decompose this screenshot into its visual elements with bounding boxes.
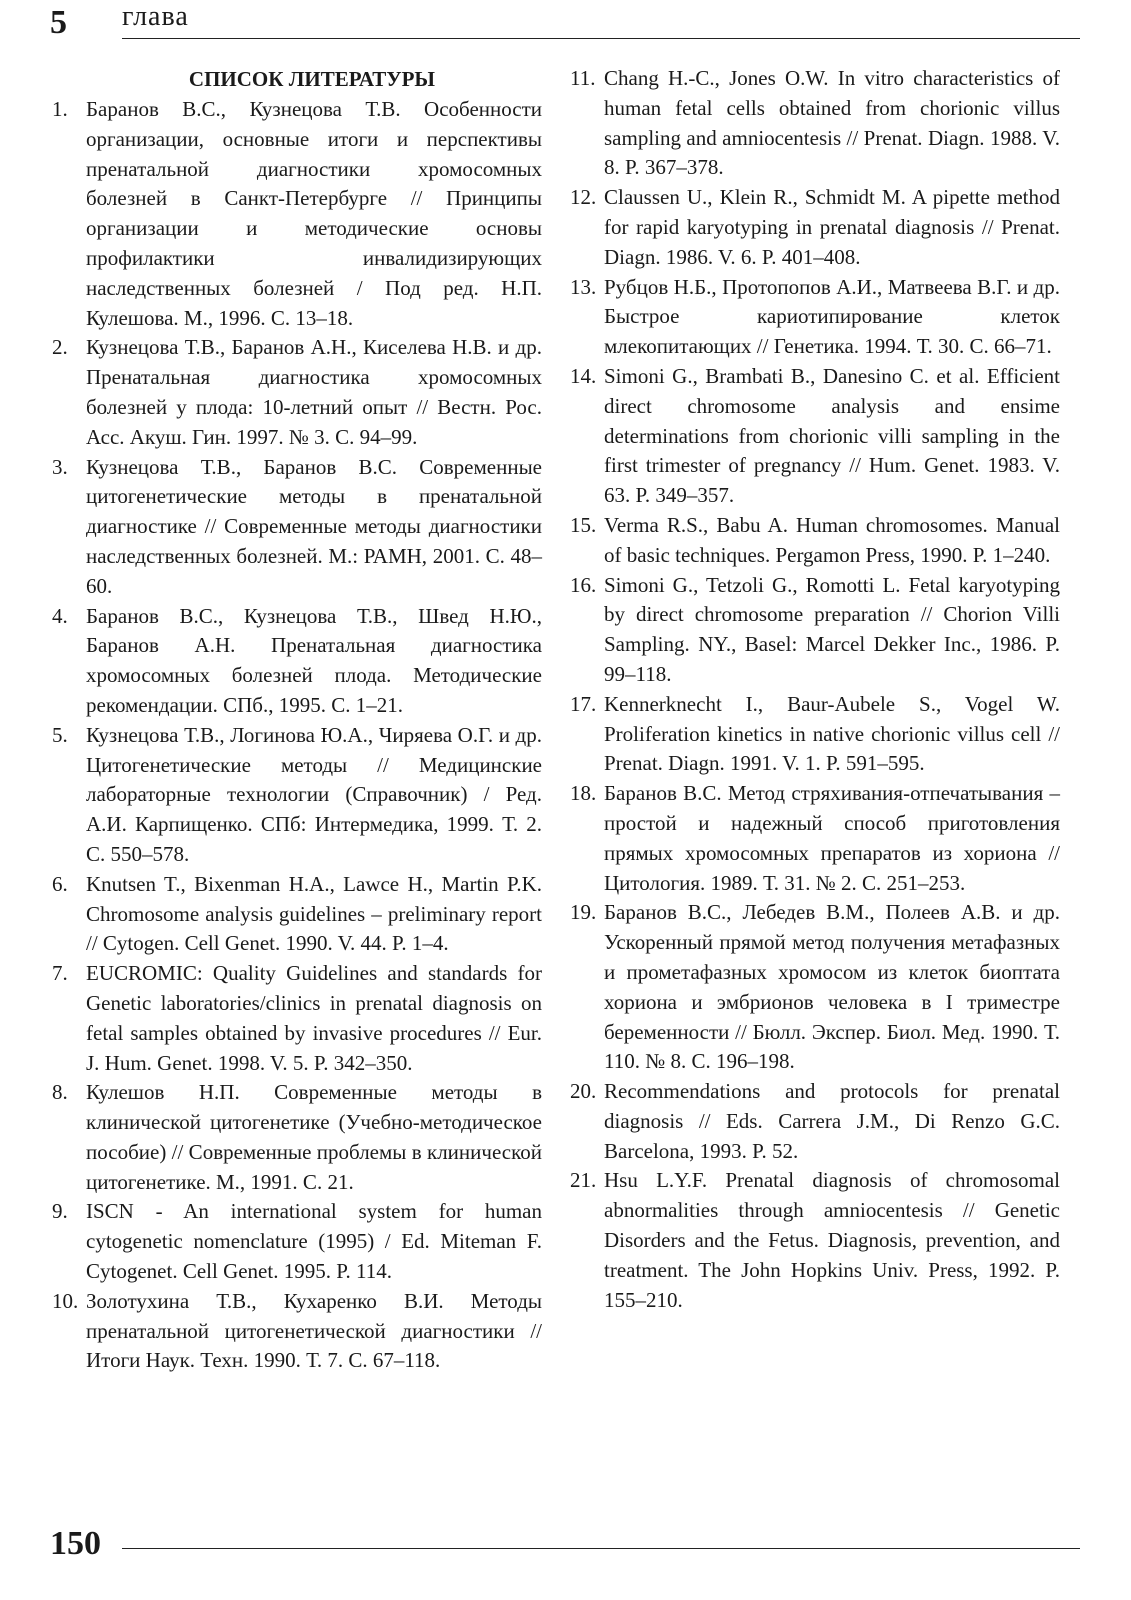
reference-number: 5. xyxy=(52,722,68,747)
reference-item xyxy=(52,333,542,452)
reference-number: 2. xyxy=(52,335,68,360)
reference-text: Рубцов Н.Б., Протопопов А.И., Матвеева В.Г. и др. Быстрое кариотипирование клеток млекопитающих // Генетика. 1994. Т. 30. С. 66–71. xyxy=(604,274,1060,359)
reference-item xyxy=(570,183,1060,272)
section-title: СПИСОК ЛИТЕРАТУРЫ xyxy=(188,67,436,91)
footer-rule xyxy=(122,1548,1080,1549)
chapter-label: глава xyxy=(122,1,189,32)
reference-number: 14. xyxy=(570,363,597,388)
reference-text: Баранов В.С., Кузнецова Т.В. Особенности организации, основные итоги и перспективы пренатальной диагностики хромосомных болезней в Санкт-Петербурге // Принципы организации и методические основы профилактики инвалидизирующих наследственных болезней / Под ред. Н.П. Кулешова. М., 1996. С. 13–18. xyxy=(86,97,542,330)
reference-item xyxy=(570,779,1060,898)
reference-text: Hsu L.Y.F. Prenatal diagnosis of chromosomal abnormalities through amniocentesis // Genetic Disorders and the Fetus. Diagnosis, prevention, and treatment. The John Hopkins Univ. Press, 1992. P. 155–210. xyxy=(604,1168,1060,1312)
reference-item xyxy=(570,690,1060,779)
page-footer xyxy=(50,1526,1080,1566)
header-rule xyxy=(122,38,1080,39)
page-number: 150 xyxy=(50,1525,101,1562)
reference-text: Kennerknecht I., Baur-Aubele S., Vogel W. Proliferation kinetics in native chorionic villus cell // Prenat. Diagn. 1991. V. 1. P. 591–595. xyxy=(604,691,1060,776)
reference-number: 18. xyxy=(570,781,597,806)
reference-item xyxy=(570,1166,1060,1315)
reference-text: Золотухина Т.В., Кухаренко В.И. Методы пренатальной цитогенетической диагностики // Итоги Наук. Техн. 1990. Т. 7. С. 67–118. xyxy=(86,1288,542,1373)
reference-number: 10. xyxy=(52,1288,79,1313)
reference-item xyxy=(52,95,542,333)
reference-item xyxy=(570,1077,1060,1166)
reference-text: Баранов В.С. Метод стряхивания-отпечатывания – простой и надежный способ приготовления прямых хромосомных препаратов из хориона // Цитология. 1989. Т. 31. № 2. С. 251–253. xyxy=(604,781,1060,895)
reference-number: 4. xyxy=(52,603,68,628)
reference-text: Chang H.-C., Jones O.W. In vitro characteristics of human fetal cells obtained from chorionic villus sampling and amniocentesis // Prenat. Diagn. 1988. V. 8. P. 367–378. xyxy=(604,66,1060,180)
reference-text: EUCROMIC: Quality Guidelines and standards for Genetic laboratories/clinics in prenatal diagnosis on fetal samples obtained by invasive procedures // Eur. J. Hum. Genet. 1998. V. 5. P. 342–350. xyxy=(86,961,542,1075)
reference-item xyxy=(52,1287,542,1376)
reference-number: 8. xyxy=(52,1080,68,1105)
reference-number: 12. xyxy=(570,185,597,210)
reference-text: Баранов В.С., Лебедев В.М., Полеев А.В. и др. Ускоренный прямой метод получения метафазных и прометафазных хромосом из клеток биоптата хориона и эмбрионов человека в I триместре беременности // Бюлл. Экспер. Биол. Мед. 1990. Т. 110. № 8. С. 196–198. xyxy=(604,900,1060,1074)
reference-text: Баранов В.С., Кузнецова Т.В., Швед Н.Ю., Баранов А.Н. Пренатальная диагностика хромосомных болезней плода. Методические рекомендации. СПб., 1995. С. 1–21. xyxy=(86,603,542,717)
reference-text: Simoni G., Tetzoli G., Romotti L. Fetal karyotyping by direct chromosome preparation // Chorion Villi Sampling. NY., Basel: Marcel Dekker Inc., 1986. P. 99–118. xyxy=(604,572,1060,686)
chapter-number: 5 xyxy=(50,4,67,41)
reference-text: Claussen U., Klein R., Schmidt M. A pipette method for rapid karyotyping in prenatal diagnosis // Prenat. Diagn. 1986. V. 6. P. 401–408. xyxy=(604,185,1060,269)
reference-text: Recommendations and protocols for prenatal diagnosis // Eds. Carrera J.M., Di Renzo G.C. Barcelona, 1993. P. 52. xyxy=(604,1079,1060,1163)
reference-text: Verma R.S., Babu A. Human chromosomes. Manual of basic techniques. Pergamon Press, 1990. P. 1–240. xyxy=(604,512,1060,567)
reference-number: 19. xyxy=(570,900,597,925)
reference-text: Knutsen T., Bixenman H.A., Lawce H., Martin P.K. Chromosome analysis guidelines – preliminary report // Cytogen. Cell Genet. 1990. V. 44. P. 1–4. xyxy=(86,871,542,956)
reference-number: 11. xyxy=(570,66,596,90)
reference-item xyxy=(570,362,1060,511)
reference-item xyxy=(52,1078,542,1197)
reference-list-right xyxy=(570,64,1060,1315)
reference-number: 1. xyxy=(52,97,68,121)
reference-text: Кузнецова Т.В., Логинова Ю.А., Чиряева О.Г. и др. Цитогенетические методы // Медицинские лабораторные технологии (Справочник) / Ред. А.И. Карпищенко. СПб: Интермедика, 1999. Т. 2. С. 550–578. xyxy=(86,722,542,866)
reference-item xyxy=(570,273,1060,362)
reference-number: 3. xyxy=(52,454,68,479)
reference-number: 21. xyxy=(570,1168,597,1193)
reference-item xyxy=(52,959,542,1078)
reference-item xyxy=(52,1197,542,1286)
reference-text: Кузнецова Т.В., Баранов А.Н., Киселева Н.В. и др. Пренатальная диагностика хромосомных болезней у плода: 10-летний опыт // Вестн. Рос. Асс. Акуш. Гин. 1997. № 3. С. 94–99. xyxy=(86,335,542,449)
reference-item xyxy=(570,898,1060,1077)
reference-number: 7. xyxy=(52,961,68,986)
reference-number: 13. xyxy=(570,274,597,299)
reference-item xyxy=(570,571,1060,690)
reference-text: ISCN - An international system for human cytogenetic nomenclature (1995) / Ed. Miteman F. Cytogenet. Cell Genet. 1995. P. 114. xyxy=(86,1199,542,1284)
reference-text: Кузнецова Т.В., Баранов В.С. Современные цитогенетические методы в пренатальной диагностике // Современные методы диагностики наследственных болезней. М.: РАМН, 2001. С. 48–60. xyxy=(86,454,542,598)
reference-number: 17. xyxy=(570,691,597,716)
page-header xyxy=(50,0,1080,42)
reference-number: 6. xyxy=(52,871,68,896)
reference-text: Simoni G., Brambati B., Danesino C. et al. Efficient direct chromosome analysis and ensime determinations from chorionic villi sampling in the first trimester of pregnancy // Hum. Genet. 1983. V. 63. P. 349–357. xyxy=(604,363,1060,508)
reference-item xyxy=(52,870,542,959)
references-column-right xyxy=(570,64,1060,1315)
reference-item xyxy=(52,453,542,602)
reference-item xyxy=(52,721,542,870)
reference-number: 15. xyxy=(570,512,597,537)
reference-item xyxy=(570,511,1060,571)
reference-number: 9. xyxy=(52,1199,68,1224)
references-column-left xyxy=(52,64,542,1376)
reference-number: 16. xyxy=(570,572,597,597)
reference-number: 20. xyxy=(570,1079,597,1104)
reference-item xyxy=(570,64,1060,183)
reference-item xyxy=(52,602,542,721)
reference-text: Кулешов Н.П. Современные методы в клинической цитогенетике (Учебно-методическое пособие) // Современные проблемы в клинической цитогенетике. М., 1991. С. 21. xyxy=(86,1080,542,1194)
reference-list-left xyxy=(52,95,542,1376)
